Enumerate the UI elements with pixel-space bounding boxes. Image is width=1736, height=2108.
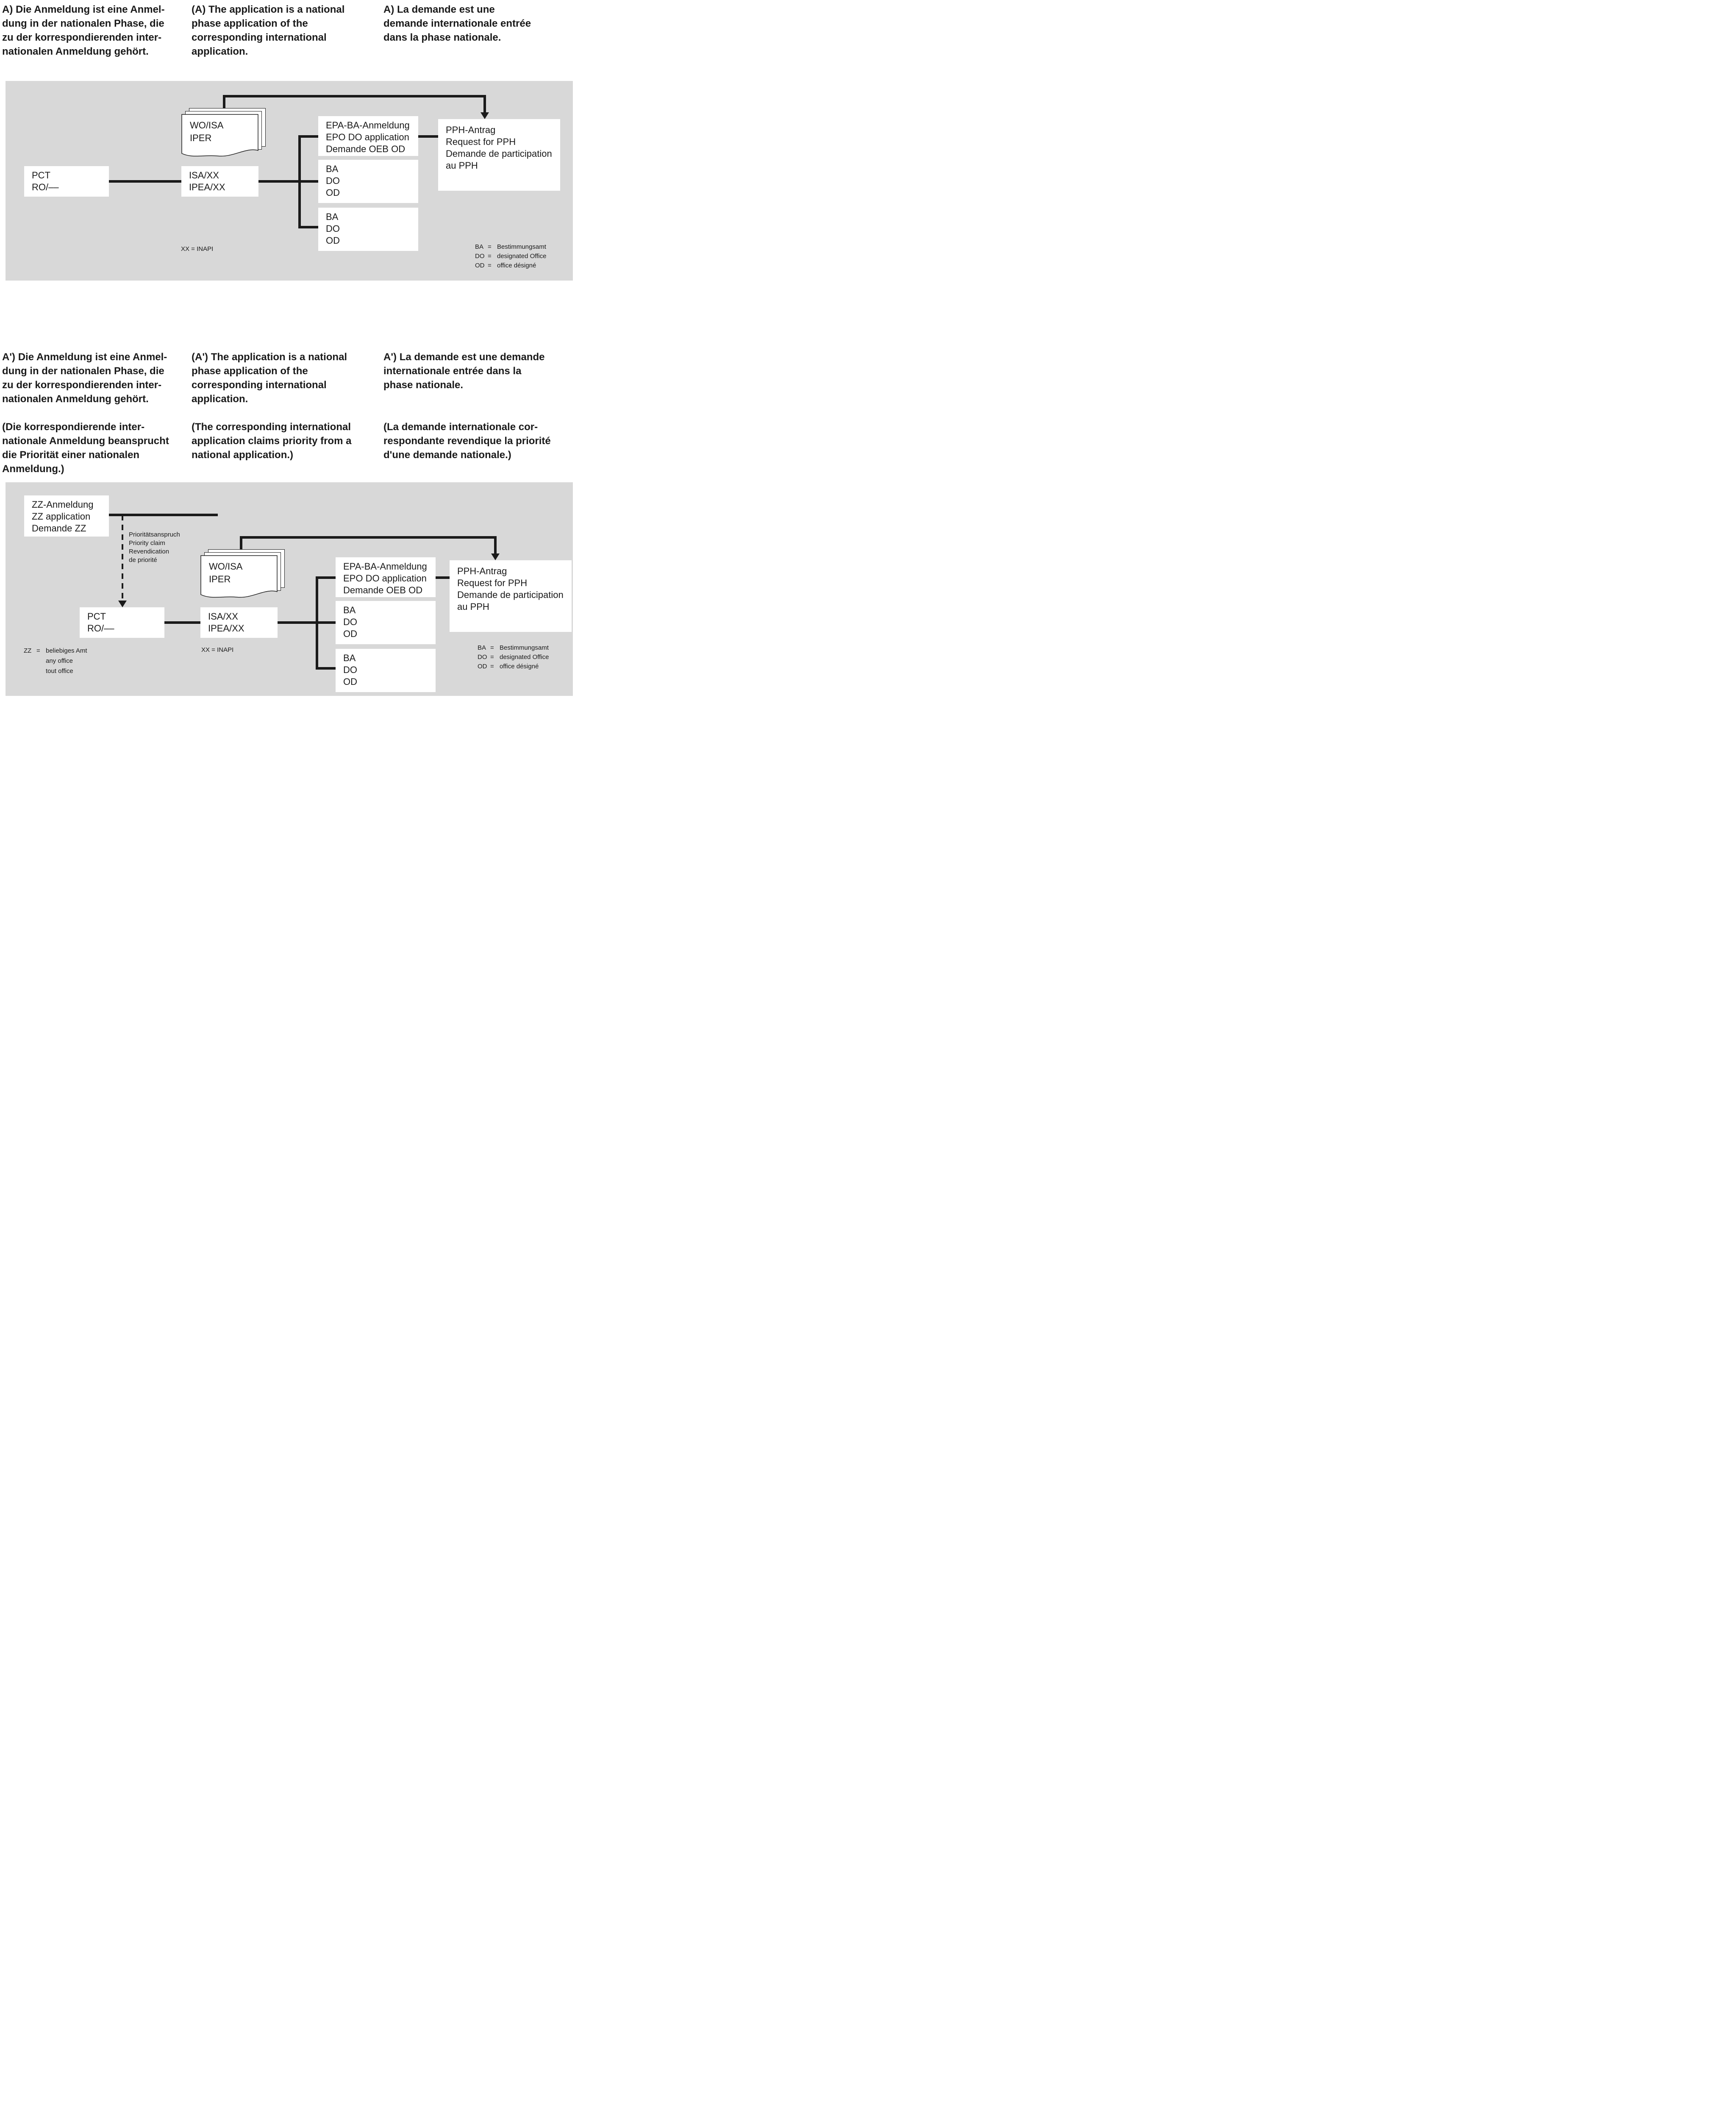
- intro-a-english: (A) The application is a national phase application of the corresponding international application.: [192, 4, 345, 57]
- pct-box: PCT RO/––: [80, 607, 164, 638]
- legend-eq: =: [488, 243, 492, 250]
- isa-box: ISA/XX IPEA/XX: [181, 166, 258, 197]
- legend-abbr: OD: [478, 663, 487, 670]
- ba-do-od-legend: [475, 242, 546, 270]
- intro-a-prime-english: (A') The application is a national phase application of the corresponding international application. (The corresponding international application claims priority from a national application.): [192, 351, 352, 461]
- intro-a-prime-german: A') Die Anmeldung ist eine Anmel- dung in der nationalen Phase, die zu der korrespondierenden inter- nationalen Anmeldung gehört. (Die korrespondierende inter- nationale Anmeldung beansprucht die Priorität einer nationalen Anmeldung.): [2, 351, 169, 475]
- legend-eq: =: [490, 654, 494, 661]
- zz-application-box: ZZ-Anmeldung ZZ application Demande ZZ: [24, 495, 109, 537]
- diagram2-branch-stub-epa: [316, 576, 336, 579]
- legend-row: [475, 252, 546, 261]
- diagram2-branch-stub-bottom: [316, 667, 336, 670]
- diagram2-arrow-drop-line: [494, 536, 497, 553]
- arrowhead-down-icon: [491, 553, 500, 560]
- ba-do-od-box-1: BA DO OD: [318, 160, 418, 203]
- legend-eq: =: [36, 647, 40, 654]
- document-page: [0, 0, 579, 703]
- legend-row: [475, 242, 546, 252]
- legend-row: [478, 643, 549, 653]
- epa-do-box: EPA-BA-Anmeldung EPO DO application Demande OEB OD: [336, 557, 436, 597]
- diagram2-arrow-top-line: [240, 536, 497, 539]
- diagram1-epa-pph-link: [418, 135, 438, 138]
- doc-page-front: [200, 555, 278, 602]
- intro-a-french: A) La demande est une demande internationale entrée dans la phase nationale.: [383, 4, 531, 43]
- arrowhead-down-icon: [481, 112, 489, 119]
- pph-request-box: PPH-Antrag Request for PPH Demande de participation au PPH: [438, 119, 560, 191]
- epa-do-box: EPA-BA-Anmeldung EPO DO application Demande OEB OD: [318, 116, 418, 156]
- legend-abbr: BA: [478, 644, 486, 651]
- arrowhead-down-icon: [118, 601, 127, 607]
- diagram2-epa-pph-link: [436, 576, 450, 579]
- legend-abbr: ZZ: [24, 647, 32, 654]
- legend-eq: =: [488, 253, 492, 260]
- intro-a-german: A) Die Anmeldung ist eine Anmel- dung in der nationalen Phase, die zu der korrespondierenden inter- nationalen Anmeldung gehört.: [2, 4, 165, 57]
- doc-page-front: [181, 114, 259, 161]
- diagram1-branch-line: [298, 135, 301, 228]
- diagram1-arrow-top-line: [223, 95, 486, 97]
- isa-box: ISA/XX IPEA/XX: [200, 607, 278, 638]
- diagram1-arrow-drop-line: [483, 95, 486, 112]
- pph-request-box: PPH-Antrag Request for PPH Demande de participation au PPH: [450, 560, 572, 632]
- legend-def: designated Office: [500, 654, 549, 661]
- xx-legend: XX = INAPI: [201, 646, 234, 654]
- diagram2-branch-line: [316, 576, 318, 670]
- xx-legend: XX = INAPI: [181, 245, 214, 253]
- legend-def: Bestimmungsamt: [497, 243, 546, 250]
- legend-row: [475, 261, 546, 270]
- legend-eq: =: [490, 663, 494, 670]
- ba-do-od-legend: [478, 643, 549, 671]
- legend-def: office désigné: [497, 262, 536, 269]
- doc-stack-label: WO/ISA IPER: [190, 120, 224, 143]
- priority-dashed-arrow: [122, 515, 123, 600]
- zz-legend: [24, 646, 87, 676]
- diagram1-branch-stub-bottom: [298, 226, 318, 228]
- diagram1-branch-stub-epa: [298, 135, 318, 138]
- legend-eq: =: [488, 262, 492, 269]
- legend-abbr: DO: [475, 253, 485, 260]
- priority-claim-label: Prioritätsanspruch Priority claim Revendication de priorité: [129, 531, 180, 564]
- ba-do-od-box-1: BA DO OD: [336, 601, 436, 644]
- legend-def: office désigné: [500, 663, 539, 670]
- legend-def: Bestimmungsamt: [500, 644, 549, 651]
- legend-abbr: OD: [475, 262, 485, 269]
- ba-do-od-box-2: BA DO OD: [336, 649, 436, 692]
- legend-row: [478, 662, 549, 671]
- ba-do-od-box-2: BA DO OD: [318, 208, 418, 251]
- legend-def: designated Office: [497, 253, 547, 260]
- diagram2-zz-line: [109, 514, 218, 516]
- legend-abbr: BA: [475, 243, 484, 250]
- legend-def: beliebiges Amt any office tout office: [46, 647, 87, 675]
- legend-abbr: DO: [478, 654, 487, 661]
- pct-box: PCT RO/––: [24, 166, 109, 197]
- doc-stack-label: WO/ISA IPER: [209, 561, 243, 584]
- intro-a-prime-french: A') La demande est une demande internationale entrée dans la phase nationale. (La demande internationale cor- respondante revendique la priorité d'une demande nationale.): [383, 351, 551, 461]
- legend-eq: =: [490, 644, 494, 651]
- legend-row: [478, 653, 549, 662]
